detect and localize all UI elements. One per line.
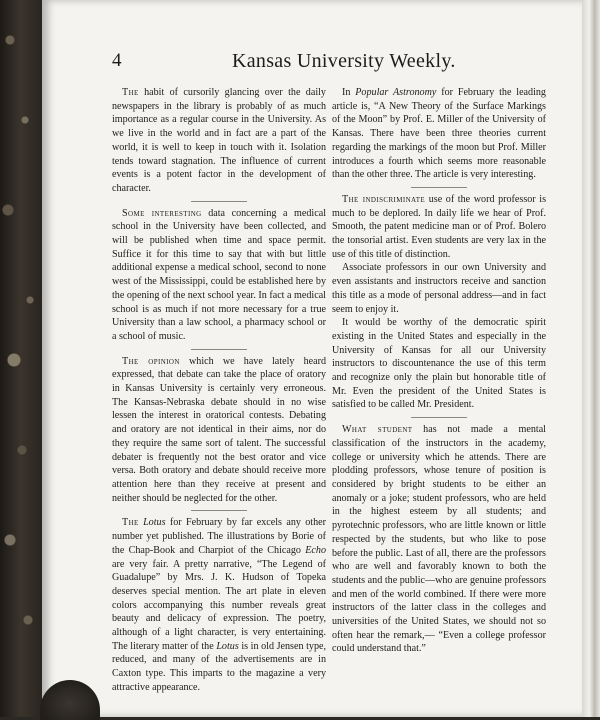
paragraph-classification: What student has not made a mental classification of the instructors in the academy, college or university which he attends. There are plodding professors, whose tenure of position is considered by bright students to be either an anomaly or a joke; student professors, who are held in the highest esteem by all students; and pyrotechnic professors, who are little known or little respected by the students, but who like to pose before the public. Last of all, there are the professors who are well and favorably known to both the students and the public—who are genuine professors and men of the world combined. If there were more instructors of the latter class in the colleges and universities of the United States, we should not so often hear the remark,— “Even a college professor could understand that.” xyxy=(332,424,546,655)
right-column xyxy=(332,86,546,656)
page-edge xyxy=(582,0,600,717)
paragraph-associate-professors: Associate professors in our own University and even assistants and instructors receive and sanction this title as a mode of personal address—and in fact seem to enjoy it. xyxy=(332,262,546,315)
page-title: Kansas University Weekly. xyxy=(232,50,456,72)
left-column xyxy=(112,86,326,695)
paragraph-oratory: The opinion which we have lately heard expressed, that debate can take the place of oratory in Kansas University is certainly very erroneous. The Kansas-Nebraska debate should in no wise lessen the interest in oratorical contests. Debating and oratory are not identical in their aims, nor do they require the same sort of talent. The successful debater is frequently not the best orator and vice versa. Both oratory and debate should receive more attention here than they receive at present and neither should be neglected for the other. xyxy=(112,355,326,504)
paragraph-newspapers: The habit of cursorily glancing over the daily newspapers in the library is probably of as much importance as a regular course in the University. As we live in the world and in fact are a part of the world, it is well to keep in touch with it. Isolation tends toward stagnation. The influence of current events is a potent factor in the development of character. xyxy=(112,87,326,194)
section-divider xyxy=(191,510,247,511)
paragraph-medical-school: Some interesting data concerning a medical school in the University have been collected, and will be published when time and space permit. Suffice it for this time to say that with but little additional expense a medical school, second to none west of the Mississippi, could be established here by the opening of the next school year. In fact a medical school is as much if not more necessary for a true University than a law school, a pharmacy school or a school of music. xyxy=(112,207,326,342)
section-divider xyxy=(191,201,247,202)
page-number: 4 xyxy=(112,50,122,71)
section-divider xyxy=(411,187,467,188)
paragraph-astronomy: In Popular Astronomy for February the leading article is, “A New Theory of the Surface Markings of the Moon” by Prof. E. Miller of the University of Kansas. There have been three theories current regarding the markings of the moon but Prof. Miller introduces a fourth which seems more reasonable than the other three. The article is very interesting. xyxy=(332,87,546,181)
page-header xyxy=(112,50,456,76)
section-divider xyxy=(191,349,247,350)
paragraph-democratic-spirit: It would be worthy of the democratic spirit existing in the United States and especially in the University of Kansas for all our University instructors to discountenance the use of this term and recognize only the plain but honorable title of Mr. Even the president of the United States is satisfied to be called Mr. President. xyxy=(332,317,546,411)
section-divider xyxy=(411,417,467,418)
book-binding xyxy=(0,0,46,717)
paragraph-professor-title: The indiscriminate use of the word professor is much to be deplored. In daily life we hear of Prof. Smooth, the patent medicine man or of Prof. Bolero the tonsorial artist. Even students are very lax in the use of this title of distinction. xyxy=(332,193,547,260)
paragraph-lotus: The Lotus for February by far excels any other number yet published. The illustrations by Borie of the Chap-Book and Charpiot of the Chicago Echo are very fair. A pretty narrative, “The Legend of Guadalupe” by Mrs. J. K. Hudson of Topeka deserves special mention. The art plate in eleven colors accompanying this number reveals great beauty and delicacy of expression. The poetry, although of a light character, is very entertaining. The literary matter of the Lotus is in old Jensen type, reduced, and many of the advertisements are in Caxton type. This imparts to the magazine a very attractive appearance. xyxy=(112,517,327,693)
